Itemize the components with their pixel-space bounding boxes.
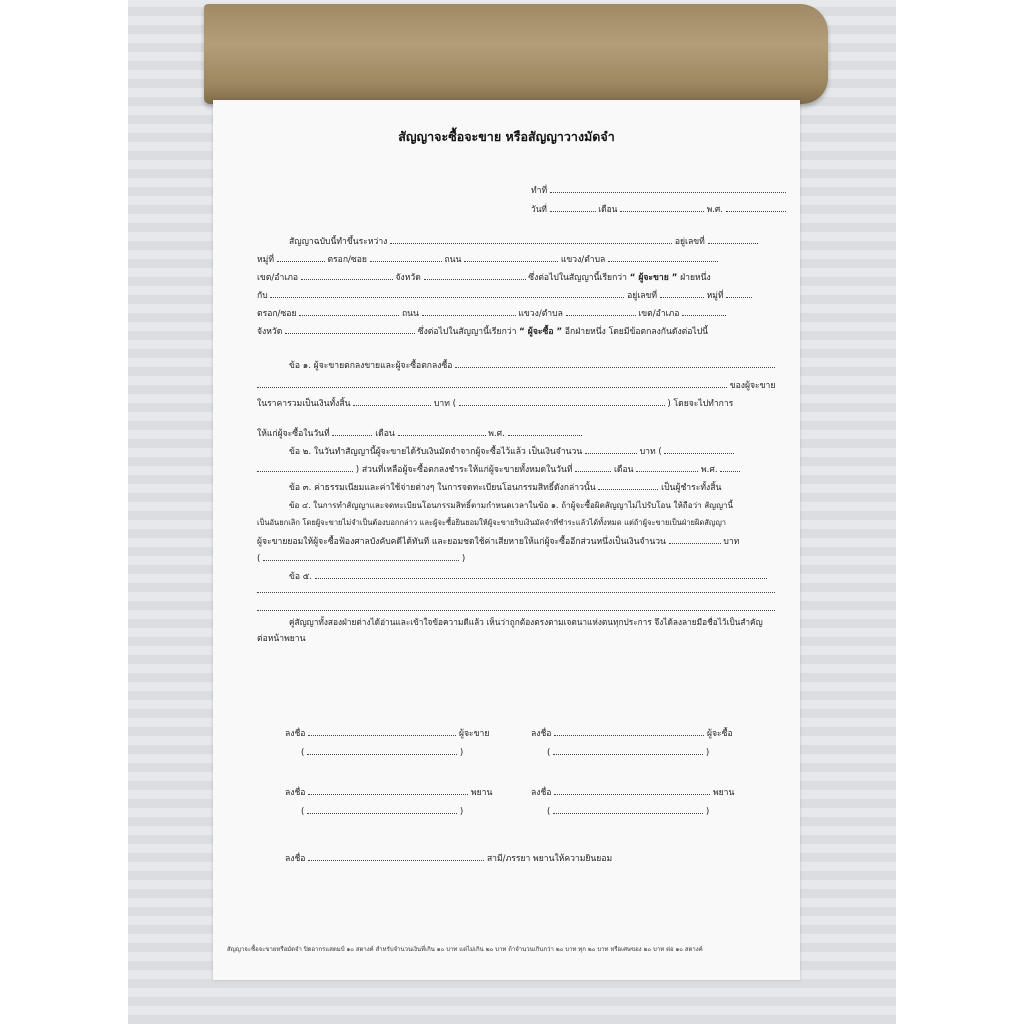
spouse-sign-label: ลงชื่อ: [285, 854, 306, 864]
seller-close-paren: ): [459, 748, 464, 758]
buyer-sign-label: ลงชื่อ: [531, 729, 552, 739]
month-field[interactable]: [620, 203, 704, 212]
clause-2-text: ข้อ ๒. ในวันทำสัญญานี้ผู้จะขายได้รับเงินมัดจำจากผู้จะซื้อไว้แล้ว เป็นเงินจำนวน: [289, 447, 583, 457]
seller-signature: [285, 727, 489, 740]
buyer-subdistrict-label: แขวง/ตำบล: [518, 309, 563, 319]
spouse-signature: [285, 852, 612, 865]
witness-1-open-paren: (: [301, 807, 305, 817]
witness-2-signature: [531, 786, 734, 799]
buyer-addr-label: อยู่เลขที่: [627, 291, 658, 301]
baht-open-label: บาท (: [433, 399, 456, 409]
witness-1-printed-name: [301, 805, 463, 818]
buyer-soi-label: ตรอก/ซอย: [257, 309, 297, 319]
total-price-words-field[interactable]: [459, 397, 665, 406]
buyer-province-label: จังหวัด: [257, 327, 283, 337]
party-line-3: [257, 271, 711, 284]
damages-baht-label: บาท: [723, 537, 740, 547]
buyer-soi-field[interactable]: [299, 307, 399, 316]
damages-open-paren: (: [257, 554, 261, 564]
damages-words-field[interactable]: [263, 552, 459, 561]
transfer-month-field[interactable]: [398, 427, 486, 436]
buyer-term: “ ผู้จะซื้อ ”: [519, 327, 563, 337]
clause-1-line-4: [257, 427, 582, 440]
closing-line-2: ต่อหน้าพยาน: [257, 634, 306, 644]
payer-label: เป็นผู้ชำระทั้งสิ้น: [661, 483, 722, 493]
party-line-1: [289, 235, 758, 248]
total-price-field[interactable]: [353, 397, 431, 406]
witness-2-label: พยาน: [712, 788, 735, 798]
damages-close-paren: ): [461, 554, 466, 564]
will-transfer-label: ) โดยจะไปทำการ: [667, 399, 734, 409]
witness-2-close-paren: ): [705, 807, 710, 817]
deposit-field[interactable]: [585, 445, 637, 454]
clause-5-line-3[interactable]: [257, 610, 775, 611]
clause-4-line-3: [257, 535, 739, 548]
of-seller-label: ของผู้จะขาย: [729, 381, 776, 391]
seller-sign-field[interactable]: [308, 727, 456, 736]
witness-2-open-paren: (: [547, 807, 551, 817]
deposit-words-field[interactable]: [664, 445, 734, 454]
transfer-year-field[interactable]: [508, 427, 582, 436]
day-field[interactable]: [550, 203, 596, 212]
buyer-district-label: เขต/อำเภอ: [638, 309, 680, 319]
witness-1-label: พยาน: [470, 788, 493, 798]
party-line-4: [257, 289, 752, 302]
seller-province-field[interactable]: [424, 271, 526, 280]
place-line: [531, 184, 786, 197]
buyer-road-label: ถนน: [401, 309, 419, 319]
clause-5-line-2[interactable]: [257, 592, 775, 593]
closing-line-1: คู่สัญญาทั้งสองฝ่ายต่างได้อ่านและเข้าใจข้อความดีแล้ว เห็นว่าถูกต้องตรงตามเจตนาแห่งตนทุกประการ จึงได้ลงลายมือชื่อไว้เป็นสำคัญ: [289, 617, 763, 627]
clause-1-line-3: [257, 397, 733, 410]
party-line-5: [257, 307, 726, 320]
seller-open-paren: (: [301, 748, 305, 758]
pad-binding: [204, 4, 828, 104]
seller-term: “ ผู้จะขาย ”: [629, 273, 678, 283]
buyer-road-field[interactable]: [422, 307, 516, 316]
clause-4-line-2: เป็นอันยกเลิก โดยผู้จะขายไม่จำเป็นต้องบอกกล่าว และผู้จะซื้อยินยอมให้ผู้จะขายริบเงินมัดจำที่ชำระแล้วได้ทั้งหมด แต่ถ้าผู้จะขายเป็นฝ่ายผิดสัญญา: [257, 518, 727, 527]
seller-name-field[interactable]: [390, 235, 672, 244]
buyer-printed-name: [547, 746, 709, 759]
witness-1-sign-field[interactable]: [308, 786, 468, 795]
buyer-province-field[interactable]: [285, 325, 415, 334]
clause-1-text: ข้อ ๑. ผู้จะขายตกลงขายและผู้จะซื้อตกลงซื้อ: [289, 361, 453, 371]
month-label: เดือน: [598, 204, 618, 214]
clause-4-line-4: [257, 552, 465, 565]
other-side-label: อีกฝ่ายหนึ่ง โดยมีข้อตกลงกันดังต่อไปนี้: [564, 327, 709, 337]
transfer-month-label: เดือน: [375, 429, 395, 439]
place-field[interactable]: [550, 184, 786, 193]
clause-2: [289, 445, 734, 458]
seller-soi-field[interactable]: [370, 253, 442, 262]
seller-district-field[interactable]: [301, 271, 393, 280]
spouse-label: สามี/ภรรยา พยานให้ความยินยอม: [486, 854, 613, 864]
seller-road-field[interactable]: [464, 253, 558, 262]
party-intro: สัญญาฉบับนี้ทำขึ้นระหว่าง: [289, 237, 388, 247]
seller-subdistrict-field[interactable]: [608, 253, 718, 262]
clause-5-field[interactable]: [315, 570, 767, 579]
form-title: สัญญาจะซื้อจะขาย หรือสัญญาวางมัดจำ: [398, 129, 615, 144]
buyer-called-label: ซึ่งต่อไปในสัญญานี้เรียกว่า: [417, 327, 517, 337]
clause-1: [289, 359, 775, 372]
clause-3: [289, 481, 721, 494]
witness-2-printed-field[interactable]: [553, 805, 703, 814]
seller-subdistrict-label: แขวง/ตำบล: [560, 255, 606, 265]
witness-2-sign-field[interactable]: [554, 786, 710, 795]
witness-1-close-paren: ): [459, 807, 464, 817]
date-line: [531, 203, 786, 215]
party-line-2: [257, 253, 718, 266]
clause-1-line-2: [257, 379, 775, 392]
witness-2-sign-label: ลงชื่อ: [531, 788, 552, 798]
place-label: ทำที่: [531, 186, 548, 196]
buyer-moo-label: หมู่ที่: [706, 291, 724, 301]
witness-1-signature: [285, 786, 492, 799]
buyer-name-field[interactable]: [270, 289, 624, 298]
seller-moo-field[interactable]: [277, 253, 325, 262]
remaining-label: ) ส่วนที่เหลือผู้จะซื้อตกลงชำระให้แก่ผู้จะขายทั้งหมดในวันที่: [355, 465, 573, 475]
with-label: กับ: [257, 291, 268, 301]
fee-payer-field[interactable]: [598, 481, 658, 490]
clause-1-item-field[interactable]: [455, 359, 775, 368]
deposit-baht-label: บาท (: [639, 447, 662, 457]
buyer-printed-field[interactable]: [553, 746, 703, 755]
remaining-year-label: พ.ศ.: [701, 465, 718, 475]
clause-4-line-3-text: ผู้จะขายยอมให้ผู้จะซื้อฟ้องศาลบังคับคดีได้ทันที และยอมชดใช้ค่าเสียหายให้แก่ผู้จะซื้ออีกส่วนหนึ่งเป็นเงินจำนวน: [257, 537, 666, 547]
remaining-year-field[interactable]: [720, 463, 740, 472]
year-label: พ.ศ.: [706, 204, 723, 214]
transfer-date-label: ให้แก่ผู้จะซื้อในวันที่: [257, 429, 330, 439]
buyer-sig-label: ผู้จะซื้อ: [706, 729, 733, 739]
witness-1-printed-field[interactable]: [307, 805, 457, 814]
seller-soi-label: ตรอก/ซอย: [327, 255, 367, 265]
seller-moo-label: หมู่ที่: [257, 255, 274, 265]
witness-2-printed-name: [547, 805, 709, 818]
buyer-moo-field[interactable]: [726, 289, 752, 298]
seller-sign-label: ลงชื่อ: [285, 729, 306, 739]
remaining-day-field[interactable]: [575, 463, 611, 472]
buyer-sign-field[interactable]: [554, 727, 704, 736]
remaining-month-label: เดือน: [613, 465, 634, 475]
witness-1-sign-label: ลงชื่อ: [285, 788, 306, 798]
seller-sig-label: ผู้จะขาย: [458, 729, 490, 739]
party-line-6: [257, 325, 708, 338]
buyer-open-paren: (: [547, 748, 551, 758]
seller-addr-field[interactable]: [708, 235, 758, 244]
seller-printed-field[interactable]: [307, 746, 457, 755]
buyer-addr-field[interactable]: [660, 289, 704, 298]
buyer-subdistrict-field[interactable]: [566, 307, 636, 316]
clause-5-label: ข้อ ๕.: [289, 572, 313, 582]
buyer-signature: [531, 727, 733, 740]
year-field[interactable]: [726, 203, 786, 212]
seller-printed-name: [301, 746, 463, 759]
date-label: วันที่: [531, 204, 547, 214]
clause-2-line-2: [257, 463, 740, 476]
buyer-close-paren: ): [705, 748, 710, 758]
transfer-day-field[interactable]: [332, 427, 372, 436]
seller-road-label: ถนน: [444, 255, 462, 265]
seller-province-label: จังหวัด: [395, 273, 421, 283]
clause-5: [289, 570, 767, 583]
seller-called-label: ซึ่งต่อไปในสัญญานี้เรียกว่า: [528, 273, 627, 283]
clause-1-item-field-2[interactable]: [257, 379, 727, 388]
one-side-label: ฝ่ายหนึ่ง: [680, 273, 711, 283]
spouse-sign-field[interactable]: [308, 852, 484, 861]
total-price-label: ในราคารวมเป็นเงินทั้งสิ้น: [257, 399, 351, 409]
deposit-words-field-2[interactable]: [257, 463, 353, 472]
clause-3-text: ข้อ ๓. ค่าธรรมเนียมและค่าใช้จ่ายต่างๆ ในการจดทะเบียนโอนกรรมสิทธิ์ดังกล่าวนั้น: [289, 483, 596, 493]
buyer-district-field[interactable]: [682, 307, 726, 316]
remaining-month-field[interactable]: [636, 463, 698, 472]
clause-4-line-1: ข้อ ๔. ในการทำสัญญาและจดทะเบียนโอนกรรมสิทธิ์ตามกำหนดเวลาในข้อ ๑. ถ้าผู้จะซื้อผิดสัญญาไม่ไปรับโอน ให้ถือว่า สัญญานี้: [289, 500, 734, 510]
seller-district-label: เขต/อำเภอ: [257, 273, 299, 283]
transfer-year-label: พ.ศ.: [488, 429, 505, 439]
contract-form: [213, 100, 800, 980]
seller-addr-label: อยู่เลขที่: [674, 237, 705, 247]
damages-field[interactable]: [669, 535, 721, 544]
stamp-duty-footer: สัญญาจะซื้อจะขายหรือมัดจำ ปิดอากรแสตมป์ ๑๐ สตางค์ สำหรับจำนวนเงินที่เกิน ๑๐ บาท แต่ไม่เกิน ๒๐ บาท ถ้าจำนวนเกินกว่า ๒๐ บาท ทุก ๒๐ บาท หรือเศษของ ๒๐ บาท ต่อ ๑๐ สตางค์: [227, 946, 703, 953]
